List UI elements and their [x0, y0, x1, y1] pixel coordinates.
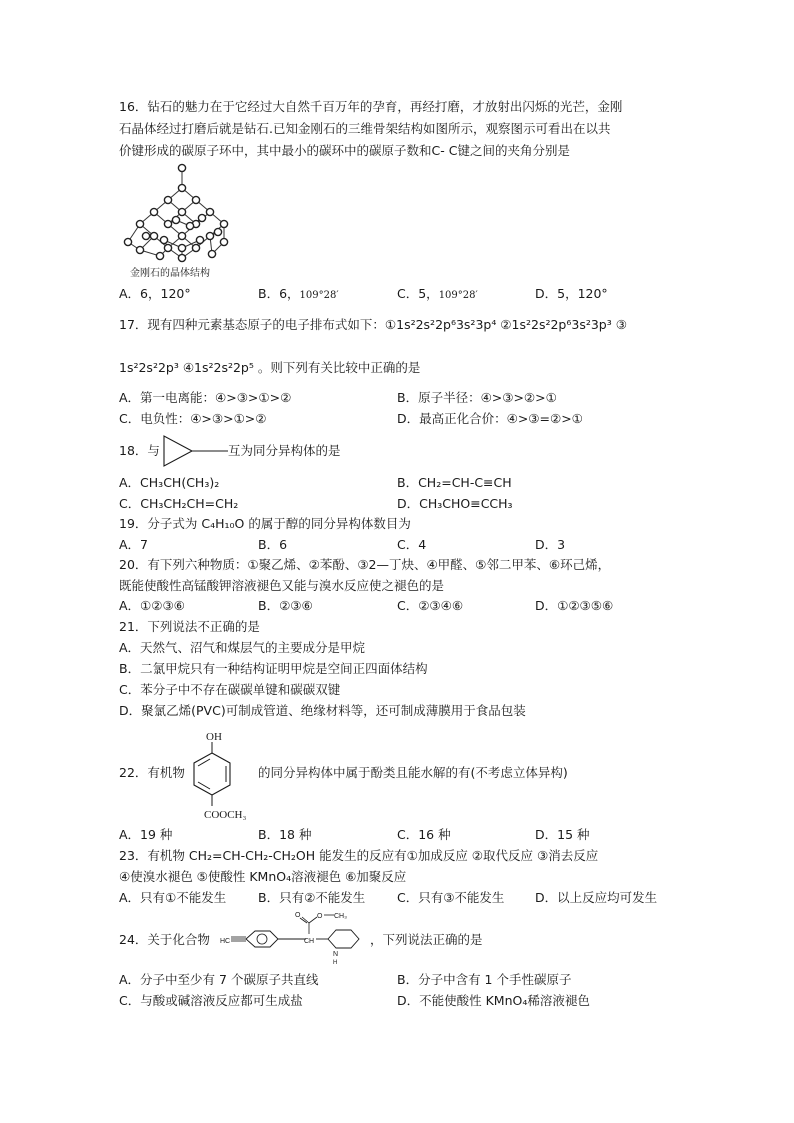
q16-stem-line-1: 16．钻石的魅力在于它经过大自然千百万年的孕育，再经打磨，才放射出闪烁的光芒，金刚 — [119, 99, 623, 114]
q23-option-b: B．只有②不能发生 — [258, 890, 366, 905]
q23-stem-line-1: 23．有机物 CH₂=CH-CH₂-CH₂OH 能发生的反应有①加成反应 ②取代反应 ③消去反应 — [119, 848, 599, 863]
diamond-caption: 金刚石的晶体结构 — [130, 268, 210, 279]
q16-option-d: D．5，120° — [535, 286, 608, 301]
q20-stem-line-1: 20．有下列六种物质：①聚乙烯、②苯酚、③2—丁炔、④甲醛、⑤邻二甲苯、⑥环己烯， — [119, 557, 611, 572]
q18-stem-suffix: 互为同分异构体的是 — [228, 443, 341, 458]
q22-option-d: D．15 种 — [535, 827, 590, 842]
q22-cooch3-label: COOCH₃ — [204, 809, 247, 821]
q17-option-a: A．第一电离能：④>③>①>② — [119, 390, 292, 405]
q20-option-d: D．①②③⑤⑥ — [535, 598, 614, 613]
q24-ch3-label: CH₃ — [334, 913, 347, 920]
diamond-atom — [206, 232, 213, 239]
diamond-atom — [150, 232, 157, 239]
diamond-atom — [164, 220, 171, 227]
q23-stem-line-2: ④使溴水褪色 ⑤使酸性 KMnO₄溶液褪色 ⑥加聚反应 — [119, 869, 407, 884]
q18-option-a: A．CH₃CH(CH₃)₂ — [119, 475, 220, 490]
q24-option-b: B．分子中含有 1 个手性碳原子 — [397, 972, 572, 987]
q24-stem-suffix: ，下列说法正确的是 — [370, 932, 483, 947]
diamond-atom — [178, 208, 185, 215]
diamond-atom — [178, 244, 185, 251]
diamond-atom — [192, 244, 199, 251]
q24-option-c: C．与酸或碱溶液反应都可生成盐 — [119, 993, 303, 1008]
diamond-atom — [186, 222, 193, 229]
diamond-atom — [160, 236, 167, 243]
diamond-atom — [164, 196, 171, 203]
q17-stem-line-1: 17．现有四种元素基态原子的电子排布式如下：①1s²2s²2p⁶3s²3p⁴ ②1s²2s²2p⁶3s²3p³ ③ — [119, 317, 627, 332]
q16-stem-line-2: 石晶体经过打磨后就是钻石.已知金刚石的三维骨架结构如图所示，观察图示可看出在以共 — [119, 121, 611, 136]
q16-option-b-angle: 109°28′ — [299, 290, 339, 301]
q24-n-label: N — [333, 951, 339, 958]
q20-option-b: B．②③⑥ — [258, 598, 313, 613]
diamond-atom — [178, 164, 185, 171]
q22-option-c: C．16 种 — [397, 827, 451, 842]
diamond-atom — [192, 196, 199, 203]
diamond-atom — [164, 244, 171, 251]
q22-stem-suffix: 的同分异构体中属于酚类且能水解的有(不考虑立体异构) — [258, 765, 568, 780]
q18-option-d: D．CH₃CHO≡CCH₃ — [397, 496, 513, 511]
diamond-atom — [206, 208, 213, 215]
q16-option-a: A．6，120° — [119, 286, 191, 301]
q19-option-a: A．7 — [119, 537, 149, 552]
q17-option-b: B．原子半径：④>③>②>① — [397, 390, 557, 405]
diamond-atom — [220, 238, 227, 245]
q22-oh-label: OH — [206, 731, 222, 743]
q22-option-b: B．18 种 — [258, 827, 312, 842]
q24-hc-label: HC — [220, 938, 231, 945]
q21-option-b: B．二氯甲烷只有一种结构证明甲烷是空间正四面体结构 — [119, 661, 428, 676]
q16-option-c-angle: 109°28′ — [438, 290, 478, 301]
diamond-atom — [172, 216, 179, 223]
q21-option-a: A．天然气、沼气和煤层气的主要成分是甲烷 — [119, 640, 366, 655]
q21-option-d: D．聚氯乙烯(PVC)可制成管道、绝缘材料等，还可制成薄膜用于食品包装 — [119, 703, 526, 718]
methyl-4-hydroxybenzoate-structure — [180, 728, 260, 842]
diamond-atom — [214, 228, 221, 235]
q24-option-a: A．分子中至少有 7 个碳原子共直线 — [119, 972, 319, 987]
q17-option-c: C．电负性：④>③>①>② — [119, 411, 267, 426]
q21-option-c: C．苯分子中不存在碳碳单键和碳碳双键 — [119, 682, 341, 697]
q16-option-c: C．5，109°28′ — [397, 286, 478, 301]
q17-stem-line-2: 1s²2s²2p³ ④1s²2s²2p⁵ 。则下列有关比较中正确的是 — [119, 360, 421, 375]
q19-stem: 19．分子式为 C₄H₁₀O 的属于醇的同分异构体数目为 — [119, 516, 411, 531]
diamond-atom — [178, 254, 185, 261]
q24-ch-label: CH — [304, 938, 315, 945]
q17-option-d: D．最高正化合价：④>③=②>① — [397, 411, 583, 426]
q20-stem-line-2: 既能使酸性高锰酸钾溶液褪色又能与溴水反应使之褪色的是 — [119, 578, 445, 593]
q24-option-d: D．不能使酸性 KMnO₄稀溶液褪色 — [397, 993, 590, 1008]
q24-stem-prefix: 24．关于化合物 — [119, 932, 210, 947]
q18-stem-prefix: 18．与 — [119, 443, 160, 458]
diamond-atom — [208, 250, 215, 257]
q20-option-a: A．①②③⑥ — [119, 598, 185, 613]
diamond-atom — [124, 238, 131, 245]
q21-stem: 21．下列说法不正确的是 — [119, 619, 260, 634]
diamond-atom — [198, 214, 205, 221]
q24-compound-structure — [218, 910, 370, 966]
diamond-atom — [142, 232, 149, 239]
cyclopropane-methyl-structure — [162, 434, 228, 468]
diamond-atom — [196, 236, 203, 243]
diamond-atom — [220, 220, 227, 227]
q24-o-carbonyl: O — [295, 912, 301, 919]
q16-stem-line-3: 价键形成的碳原子环中，其中最小的碳环中的碳原子数和C- C键之间的夹角分别是 — [119, 143, 570, 158]
q23-option-d: D．以上反应均可发生 — [535, 890, 658, 905]
q20-option-c: C．②③④⑥ — [397, 598, 464, 613]
q16-option-b: B．6，109°28′ — [258, 286, 339, 301]
diamond-structure-figure — [120, 160, 230, 270]
q22-option-a: A．19 种 — [119, 827, 173, 842]
q24-h-label: H — [333, 960, 338, 966]
diamond-atom — [178, 232, 185, 239]
diamond-atom — [178, 184, 185, 191]
q19-option-b: B．6 — [258, 537, 288, 552]
q22-stem-prefix: 22．有机物 — [119, 765, 185, 780]
diamond-atom — [136, 246, 143, 253]
diamond-atom — [150, 208, 157, 215]
q23-option-a: A．只有①不能发生 — [119, 890, 227, 905]
q24-o-ester: O — [317, 913, 323, 920]
q19-option-d: D．3 — [535, 537, 566, 552]
q23-option-c: C．只有③不能发生 — [397, 890, 505, 905]
diamond-atom — [156, 252, 163, 259]
diamond-atom — [136, 220, 143, 227]
q19-option-c: C．4 — [397, 537, 427, 552]
q18-option-c: C．CH₃CH₂CH=CH₂ — [119, 496, 239, 511]
q18-option-b: B．CH₂=CH-C≡CH — [397, 475, 512, 490]
